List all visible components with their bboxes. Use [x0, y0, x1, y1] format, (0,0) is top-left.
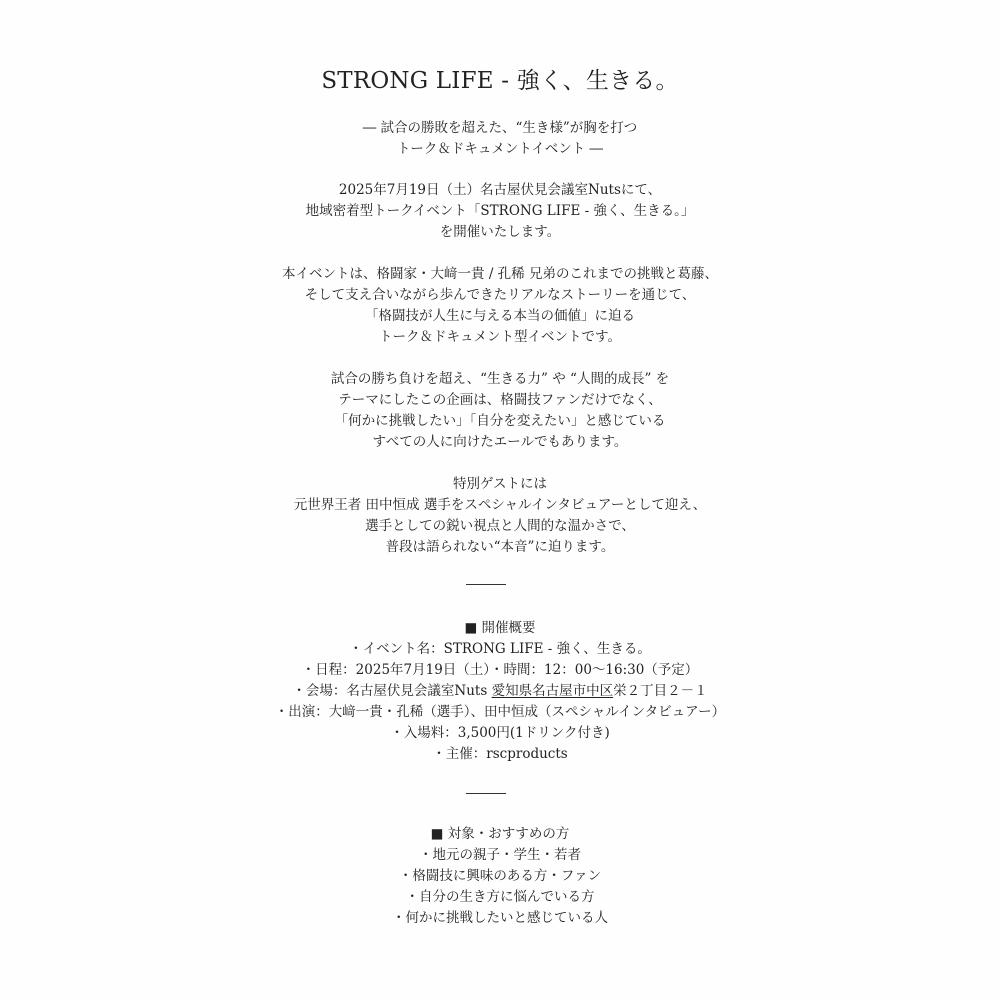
subtitle — [0, 118, 1000, 160]
venue-address-link[interactable]: 愛知県名古屋市中区 — [491, 683, 614, 699]
page-title: STRONG LIFE - 強く、生きる。 — [321, 68, 679, 94]
paragraph-line: 「何かに挑戦したい」「自分を変えたい」と感じている — [334, 413, 666, 429]
paragraph-line: 2025年7月19日（土）名古屋伏見会議室Nutsにて、 — [338, 182, 662, 198]
paragraph-line: そして支え合いながら歩んできたリアルなストーリーを通じて、 — [304, 287, 696, 303]
event-overview-section — [0, 618, 1000, 765]
target-audience-section — [0, 824, 1000, 929]
overview-organizer: ・主催：rscproducts — [432, 746, 568, 762]
audience-item: ・何かに挑戦したいと感じている人 — [392, 910, 608, 926]
overview-heading: ■ 開催概要 — [464, 620, 536, 636]
theme-paragraph — [0, 369, 1000, 453]
guest-paragraph — [0, 474, 1000, 558]
overview-venue — [0, 681, 1000, 702]
overview-performers: ・出演：大﨑一貴・孔稀（選手）、田中恒成（スペシャルインタビュアー） — [274, 704, 726, 720]
paragraph-line: 選手としての鋭い視点と人間的な温かさで、 — [365, 518, 635, 534]
paragraph-line: 普段は語られない“本音”に迫ります。 — [385, 539, 615, 555]
audience-heading: ■ 対象・おすすめの方 — [430, 826, 570, 842]
subtitle-line: トーク＆ドキュメントイベント ― — [396, 141, 604, 157]
subtitle-line: ― 試合の勝敗を超えた、“生き様”が胸を打つ — [362, 120, 638, 136]
venue-prefix: ・会場：名古屋伏見会議室Nuts — [292, 683, 492, 699]
paragraph-line: 元世界王者 田中恒成 選手をスペシャルインタビュアーとして迎え、 — [293, 497, 707, 513]
overview-event-name: ・イベント名：STRONG LIFE - 強く、生きる。 — [349, 641, 651, 657]
paragraph-line: トーク＆ドキュメント型イベントです。 — [379, 329, 621, 345]
intro-paragraph — [0, 180, 1000, 243]
paragraph-line: 本イベントは、格闘家・大﨑一貴 / 孔稀 兄弟のこれまでの挑戦と葛藤、 — [282, 266, 718, 282]
audience-item: ・格闘技に興味のある方・ファン — [398, 868, 602, 884]
paragraph-line: 特別ゲストには — [453, 476, 547, 492]
section-divider — [466, 584, 506, 585]
paragraph-line: 地域密着型トークイベント「STRONG LIFE - 強く、生きる。」 — [305, 203, 695, 219]
section-divider — [466, 793, 506, 794]
paragraph-line: を開催いたします。 — [439, 224, 561, 240]
overview-fee: ・入場料：3,500円(1ドリンク付き) — [390, 725, 610, 741]
audience-item: ・地元の親子・学生・若者 — [419, 847, 581, 863]
paragraph-line: 「格闘技が人生に与える本当の価値」に迫る — [365, 308, 635, 324]
paragraph-line: 試合の勝ち負けを超え、“生きる力” や “人間的成長” を — [330, 371, 670, 387]
overview-date: ・日程：2025年7月19日（土）・時間：12：00～16:30（予定） — [301, 662, 699, 678]
venue-address: 栄２丁目２－１ — [613, 683, 708, 699]
audience-item: ・自分の生き方に悩んでいる方 — [405, 889, 595, 905]
event-description-paragraph — [0, 264, 1000, 348]
paragraph-line: すべての人に向けたエールでもあります。 — [372, 434, 628, 450]
paragraph-line: テーマにしたこの企画は、格闘技ファンだけでなく、 — [338, 392, 662, 408]
